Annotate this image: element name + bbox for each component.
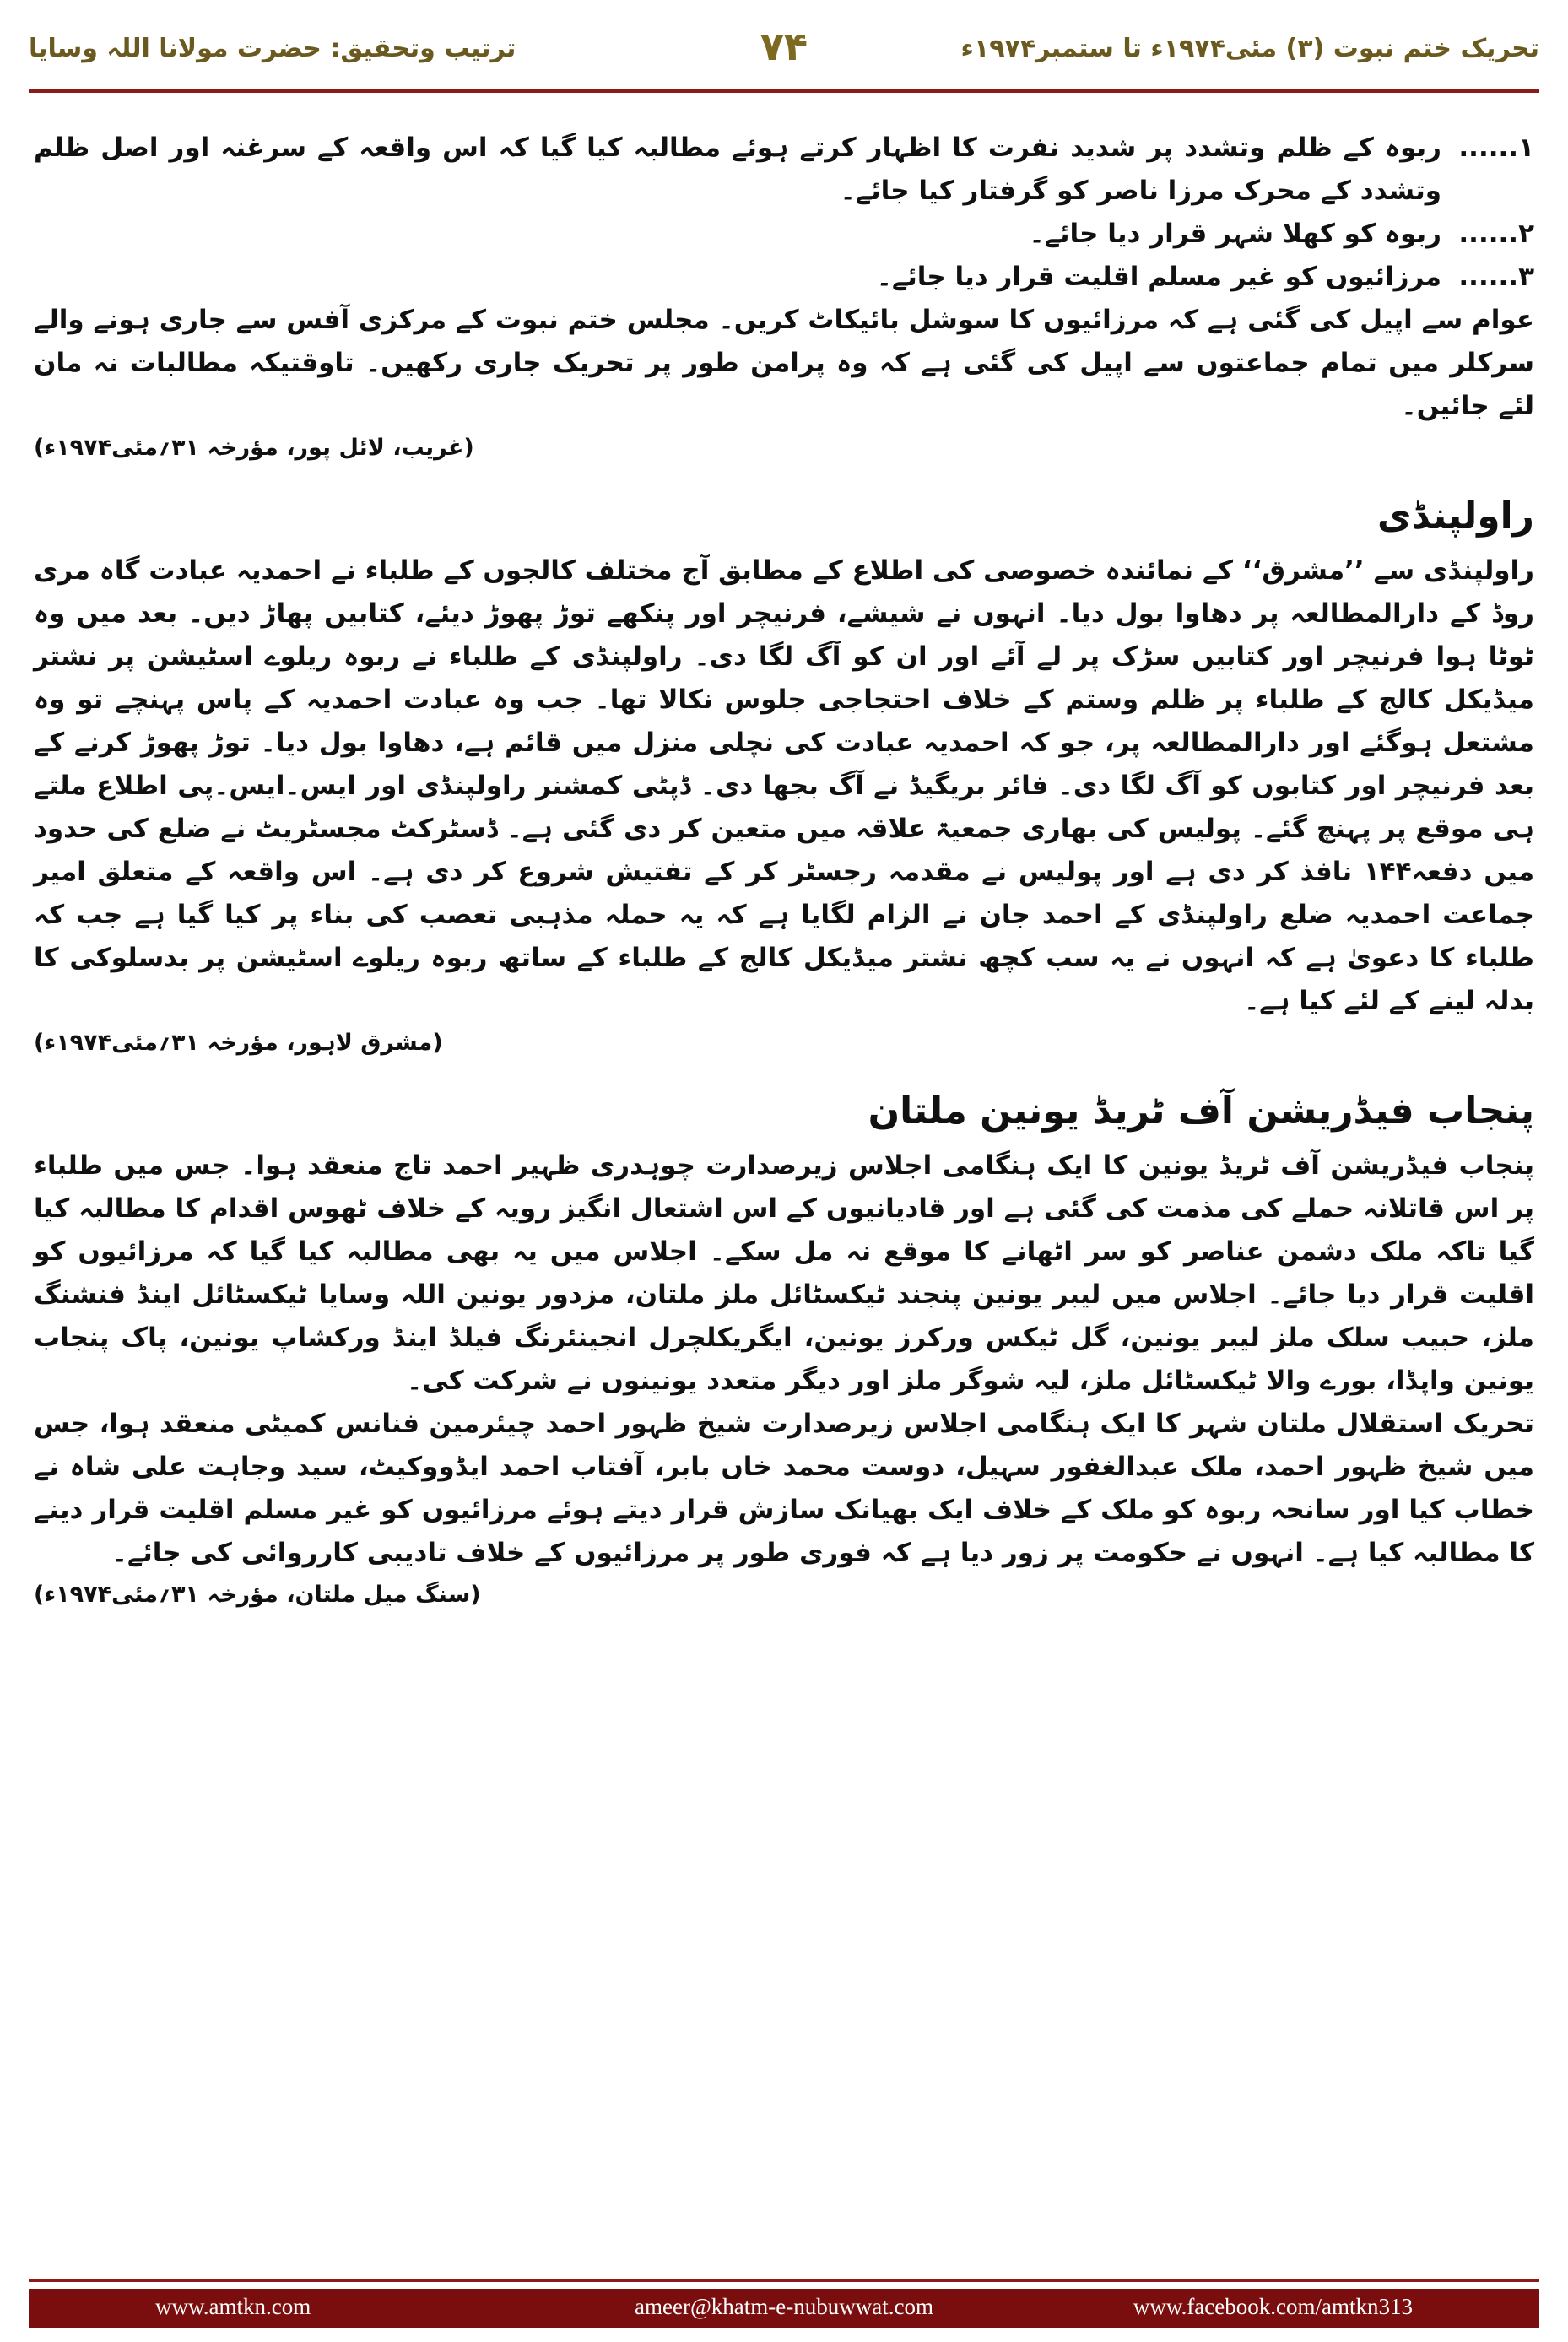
federation-paragraph: پنجاب فیڈریشن آف ٹریڈ یونین کا ایک ہنگامی اجلاس زیرصدارت چوہدری ظہیر احمد تاج منعقد ہوا۔ جس میں طلباء پر اس قاتلانہ حملے کی مذمت کی گئی ہے اور قادیانیوں کے اس اشتعال انگیز رویہ کے خلاف ٹھوس اقدام کا مطالبہ کیا گیا تاکہ ملک دشمن عناصر کو سر اٹھانے کا موقع نہ مل سکے۔ اجلاس میں یہ بھی مطالبہ کیا گیا کہ مرزائیوں کو اقلیت قرار دیا جائے۔ اجلاس میں لیبر یونین پنجند ٹیکسٹائل ملز ملتان، مزدور یونین اللہ وسایا ٹیکسٹائل اینڈ فنشنگ ملز، حبیب سلک ملز لیبر یونین، گل ٹیکس ورکرز یونین، ایگریکلچرل انجینئرنگ فیلڈ اینڈ ورکشاپ یونین، پاک پنجاب یونین واپڈا، بورے والا ٹیکسٹائل ملز، لیہ شوگر ملز اور دیگر متعدد یونینوں نے شرکت کی۔ bbox=[34, 1150, 1534, 1396]
appeal-paragraph: عوام سے اپیل کی گئی ہے کہ مرزائیوں کا سوشل بائیکاٹ کریں۔ مجلس ختم نبوت کے مرکزی آفس سے جاری ہونے والے سرکلر میں تمام جماعتوں سے اپیل کی گئی ہے کہ وہ پرامن طور پر تحریک جاری رکھیں۔ تاوقتیکہ مطالبات نہ مان لئے جائیں۔ bbox=[34, 305, 1534, 421]
rawalpindi-paragraph: راولپنڈی سے ’’مشرق‘‘ کے نمائندہ خصوصی کی اطلاع کے مطابق آج مختلف کالجوں کے طلباء نے احمدیہ عبادت گاہ مری روڈ کے دارالمطالعہ پر دھاوا بول دیا۔ انہوں نے شیشے، فرنیچر اور پنکھے توڑ پھوڑ دیئے، کتابیں پھاڑ دیں۔ بعد میں وہ ٹوٹا ہوا فرنیچر اور کتابیں سڑک پر لے آئے اور ان کو آگ لگا دی۔ راولپنڈی کے طلباء نے ربوہ ریلوے اسٹیشن پر نشتر میڈیکل کالج کے طلباء پر ظلم وستم کے خلاف احتجاجی جلوس نکالا تھا۔ جب وہ عبادت احمدیہ کے پاس پہنچے تو وہ مشتعل ہوگئے اور دارالمطالعہ پر، جو کہ احمدیہ عبادت کی نچلی منزل میں قائم ہے، دھاوا بول دیا۔ توڑ پھوڑ کرنے کے بعد فرنیچر اور کتابوں کو آگ لگا دی۔ فائر بریگیڈ نے آگ بجھا دی۔ ڈپٹی کمشنر راولپنڈی اور ایس۔ایس۔پی اطلاع ملتے ہی موقع پر پہنچ گئے۔ پولیس کی بھاری جمعیۃ علاقہ میں متعین کر دی گئی ہے۔ ڈسٹرکٹ مجسٹریٹ نے ضلع کی حدود میں دفعہ۱۴۴ نافذ کر دی ہے اور پولیس نے مقدمہ رجسٹر کر کے تفتیش شروع کر دی ہے۔ اس واقعہ کے متعلق امیر جماعت احمدیہ ضلع راولپنڈی کے احمد جان نے الزام لگایا ہے کہ یہ حملہ مذہبی تعصب کی بناء پر کیا گیا ہے جب کہ طلباء کا دعویٰ ہے کہ انہوں نے یہ سب کچھ نشتر میڈیکل کالج کے طلباء کے ساتھ ربوہ ریلوے اسٹیشن پر بدسلوکی کا بدلہ لینے کے لئے کیا ہے۔ bbox=[34, 555, 1535, 1016]
source-citation: (غریب، لائل پور، مؤرخہ ۳۱؍مئی۱۹۷۴ء) bbox=[34, 435, 474, 461]
email-link[interactable]: ameer@khatm-e-nubuwwat.com bbox=[635, 2294, 933, 2319]
page-content bbox=[34, 127, 1534, 1615]
header-rule bbox=[29, 89, 1539, 93]
facebook-link[interactable]: www.facebook.com/amtkn313 bbox=[1133, 2294, 1413, 2319]
istiqlal-paragraph: تحریک استقلال ملتان شہر کا ایک ہنگامی اجلاس زیرصدارت شیخ ظہور احمد چیئرمین فنانس کمیٹی منعقد ہوا، جس میں شیخ ظہور احمد، ملک عبدالغفور سہیل، دوست محمد خاں بابر، آفتاب احمد ایڈووکیٹ، سید وجاہت علی شاہ نے خطاب کیا اور سانحہ ربوہ کو ملک کے خلاف ایک بھیانک سازش قرار دیتے ہوئے مرزائیوں کو غیر مسلم اقلیت قرار دینے کا مطالبہ کیا ہے۔ انہوں نے حکومت پر زور دیا ہے کہ فوری طور پر مرزائیوں کے خلاف تادیبی کارروائی کی جائے۔ bbox=[34, 1409, 1535, 1568]
item-text: مرزائیوں کو غیر مسلم اقلیت قرار دیا جائے۔ bbox=[876, 262, 1441, 292]
item-number: ۱...... bbox=[1458, 133, 1534, 163]
website-link[interactable]: www.amtkn.com bbox=[155, 2294, 311, 2319]
page-header bbox=[29, 24, 1539, 83]
source-citation: (مشرق لاہور، مؤرخہ ۳۱؍مئی۱۹۷۴ء) bbox=[34, 1030, 443, 1056]
compiler-credit: ترتیب وتحقیق: حضرت مولانا اللہ وسایا bbox=[29, 34, 516, 63]
page-number: ۷۴ bbox=[760, 24, 808, 69]
footer-rule bbox=[29, 2279, 1539, 2282]
book-title: تحریک ختم نبوت (۳) مئی۱۹۷۴ء تا ستمبر۱۹۷۴ء bbox=[960, 34, 1539, 63]
source-citation: (سنگ میل ملتان، مؤرخہ ۳۱؍مئی۱۹۷۴ء) bbox=[34, 1582, 481, 1608]
list-item bbox=[34, 256, 1534, 299]
section-heading: پنجاب فیڈریشن آف ٹریڈ یونین ملتان bbox=[868, 1090, 1534, 1133]
item-text: ربوہ کے ظلم وتشدد پر شدید نفرت کا اظہار کرتے ہوئے مطالبہ کیا گیا کہ اس واقعہ کے سرغنہ اور اصل ظلم وتشدد کے محرک مرزا ناصر کو گرفتار کیا جائے۔ bbox=[34, 133, 1441, 206]
page-footer bbox=[29, 2289, 1539, 2328]
section-heading: راولپنڈی bbox=[1377, 495, 1534, 538]
list-item bbox=[34, 213, 1534, 256]
list-item bbox=[34, 127, 1534, 213]
item-number: ۳...... bbox=[1458, 262, 1534, 292]
item-number: ۲...... bbox=[1458, 219, 1534, 249]
item-text: ربوہ کو کھلا شہر قرار دیا جائے۔ bbox=[1029, 219, 1441, 249]
